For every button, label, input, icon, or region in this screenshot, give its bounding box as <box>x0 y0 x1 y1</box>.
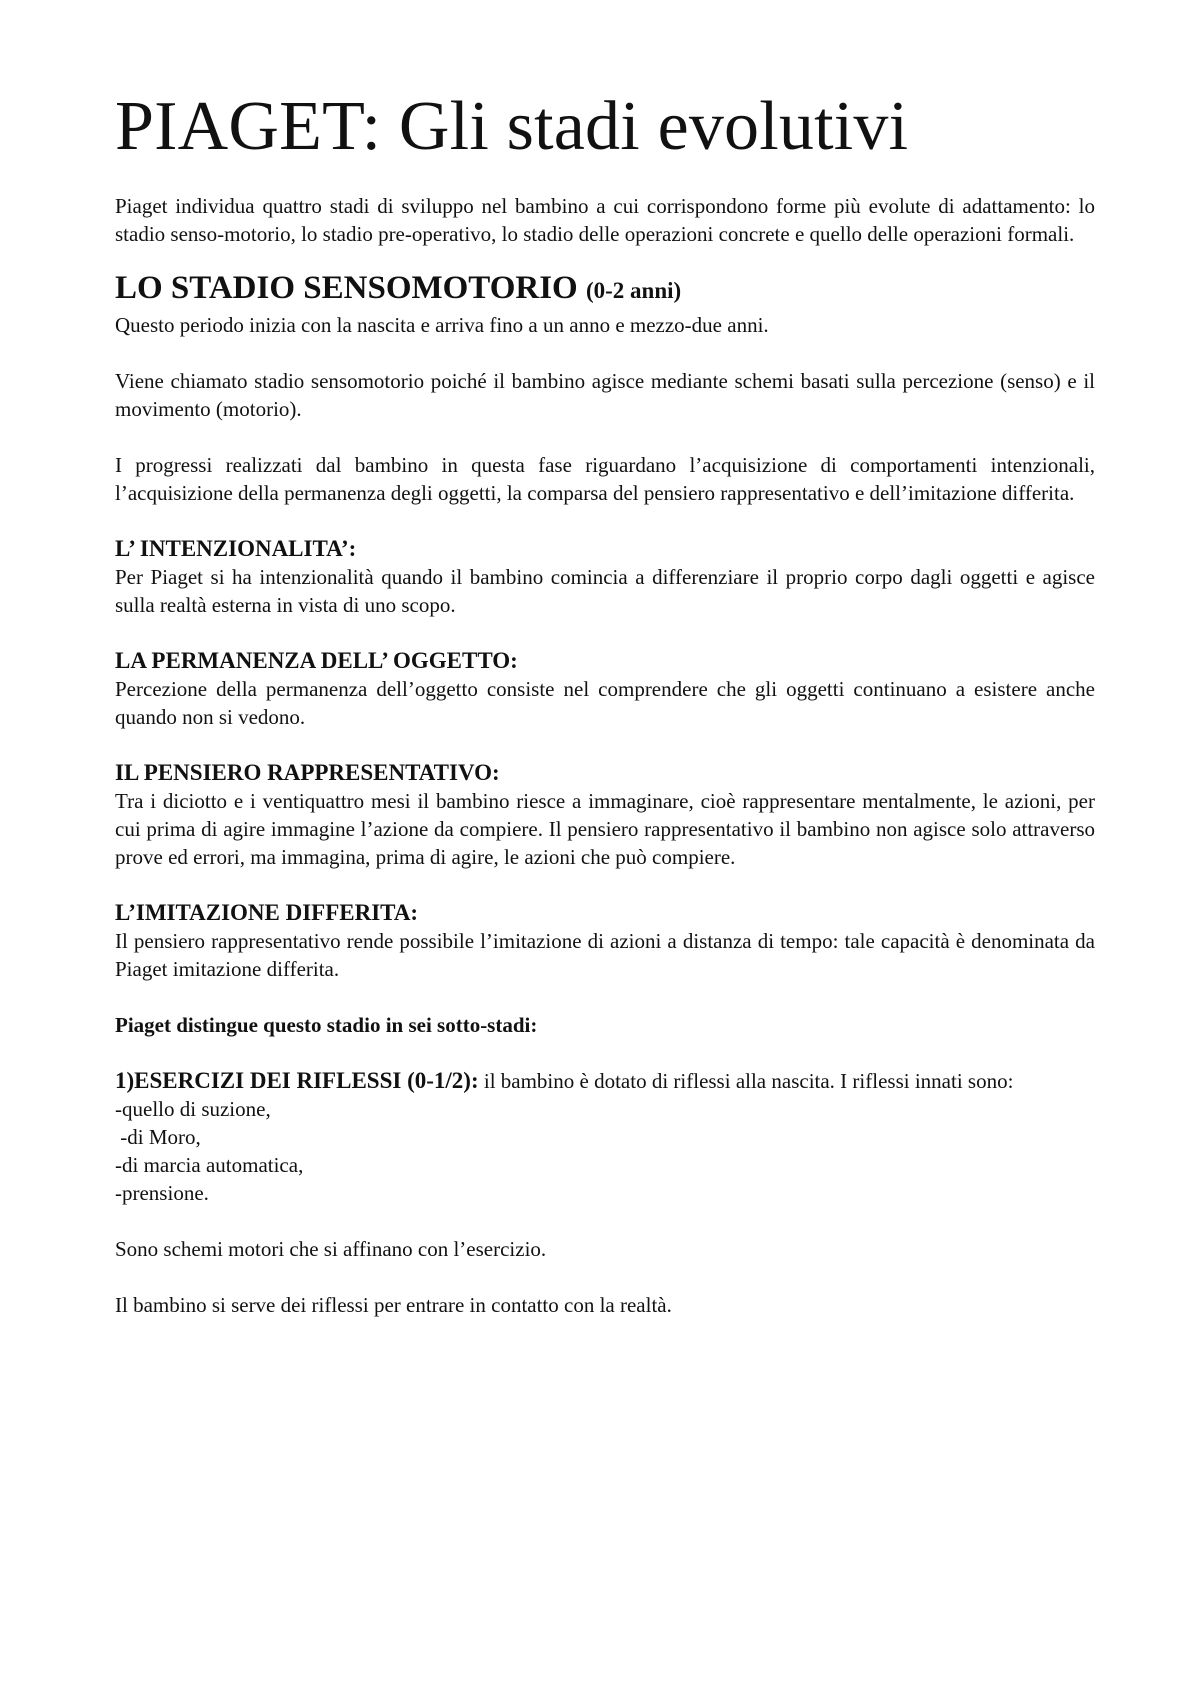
list-item: -di Moro, <box>115 1125 201 1149</box>
intenzionalita-paragraph: Per Piaget si ha intenzionalità quando il bambino comincia a differenziare il proprio corpo dagli oggetti e agisce sulla realtà esterna in vista di uno scopo. <box>115 565 1095 617</box>
section-heading-age: (0-2 anni) <box>585 278 682 303</box>
riflessi-paragraph-2: Sono schemi motori che si affinano con l’esercizio. <box>115 1237 547 1261</box>
list-item: -di marcia automatica, <box>115 1153 304 1177</box>
permanenza-heading: LA PERMANENZA DELL’ OGGETTO: <box>115 648 518 673</box>
imitazione-paragraph: Il pensiero rappresentativo rende possibile l’imitazione di azioni a distanza di tempo: tale capacità è denominata da Piaget imitazione differita. <box>115 929 1095 981</box>
intenzionalita-heading: L’ INTENZIONALITA’: <box>115 536 357 561</box>
substages-intro: Piaget distingue questo stadio in sei sotto-stadi: <box>115 1013 538 1037</box>
pensiero-paragraph: Tra i diciotto e i ventiquattro mesi il bambino riesce a immaginare, cioè rappresentare mentalmente, le azioni, per cui prima di agire immagine l’azione da compiere. Il pensiero rappresentativo il bambino non agisce solo attraverso prove ed errori, ma immagina, prima di agire, le azioni che può compiere. <box>115 789 1095 869</box>
sensomotorio-paragraph-1: Questo periodo inizia con la nascita e arriva fino a un anno e mezzo-due anni. <box>115 313 769 337</box>
permanenza-paragraph: Percezione della permanenza dell’oggetto consiste nel comprendere che gli oggetti continuano a esistere anche quando non si vedono. <box>115 677 1095 729</box>
pensiero-heading: IL PENSIERO RAPPRESENTATIVO: <box>115 760 500 785</box>
riflessi-heading: 1)ESERCIZI DEI RIFLESSI (0-1/2): <box>115 1068 479 1093</box>
riflessi-text: il bambino è dotato di riflessi alla nascita. I riflessi innati sono: <box>478 1069 1014 1093</box>
document-page <box>115 80 1095 1319</box>
page-title: PIAGET: Gli stadi evolutivi <box>115 88 909 165</box>
intro-paragraph: Piaget individua quattro stadi di sviluppo nel bambino a cui corrispondono forme più evolute di adattamento: lo stadio senso-motorio, lo stadio pre-operativo, lo stadio delle operazioni concrete e quello delle operazioni formali. <box>115 194 1095 246</box>
sensomotorio-paragraph-3: I progressi realizzati dal bambino in questa fase riguardano l’acquisizione di comportamenti intenzionali, l’acquisizione della permanenza degli oggetti, la comparsa del pensiero rappresentativo e dell’imitazione differita. <box>115 453 1095 505</box>
riflessi-paragraph-3: Il bambino si serve dei riflessi per entrare in contatto con la realtà. <box>115 1293 672 1317</box>
imitazione-heading: L’IMITAZIONE DIFFERITA: <box>115 900 419 925</box>
section-heading-sensomotorio <box>115 268 1095 311</box>
list-item: -quello di suzione, <box>115 1097 271 1121</box>
list-item: -prensione. <box>115 1181 209 1205</box>
section-heading-text: LO STADIO SENSOMOTORIO <box>115 270 578 306</box>
riflessi-paragraph <box>115 1067 1095 1095</box>
sensomotorio-paragraph-2: Viene chiamato stadio sensomotorio poiché il bambino agisce mediante schemi basati sulla percezione (senso) e il movimento (motorio). <box>115 369 1095 421</box>
